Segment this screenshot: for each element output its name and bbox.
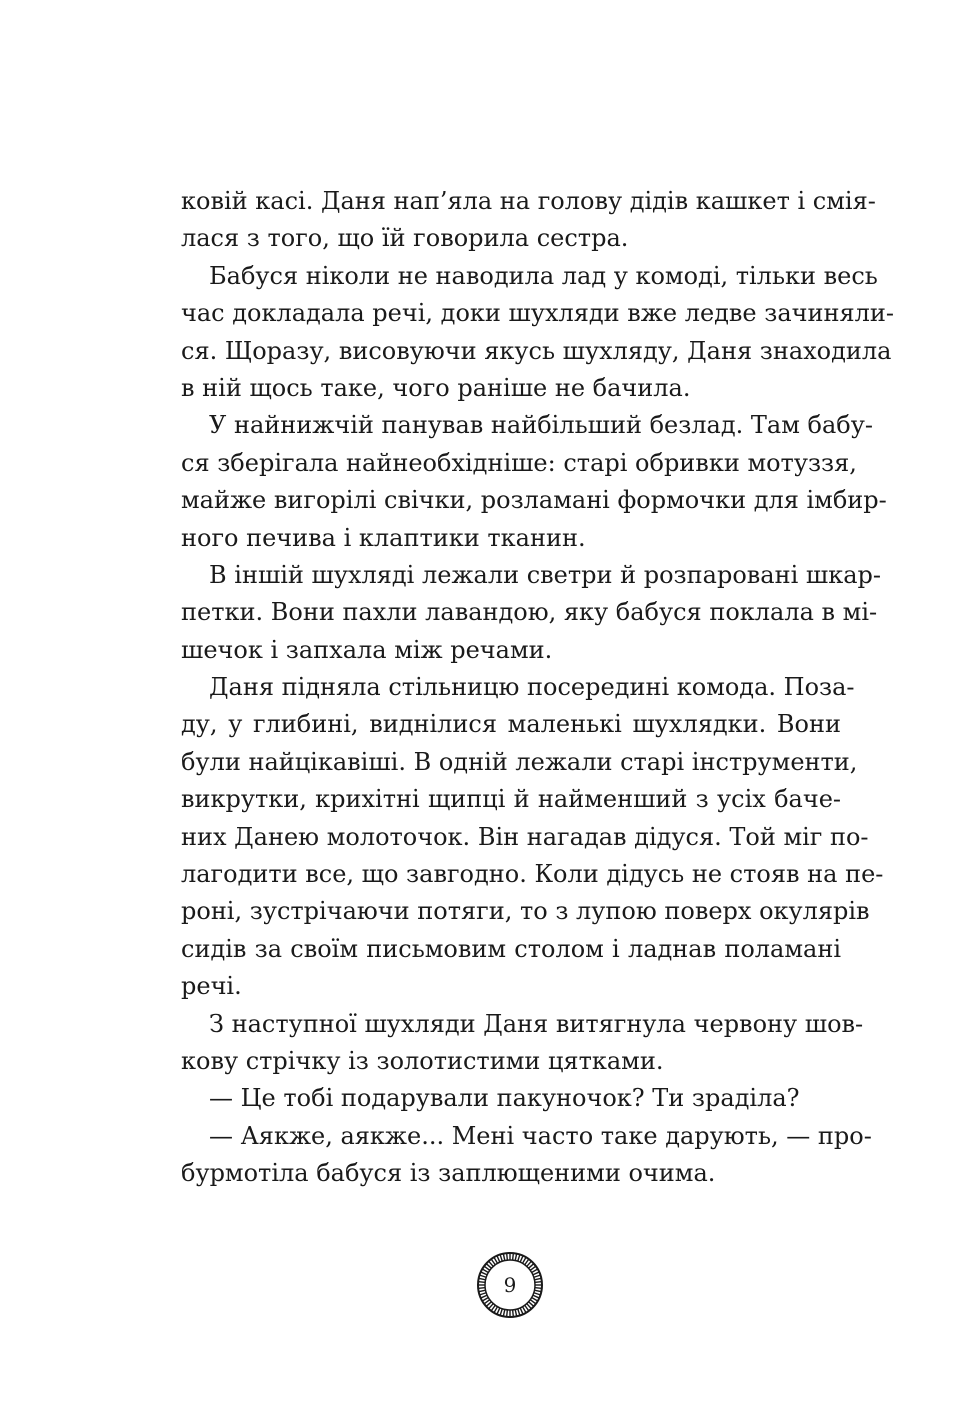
paragraph: [181, 669, 884, 1006]
text-line: лагодити все, що завгодно. Коли дідусь не стояв на пе-: [181, 860, 884, 889]
paragraph: [181, 183, 876, 258]
text-line: викрутки, крихітні щипці й найменший з усіх баче-: [181, 785, 841, 814]
text-line: сидів за своїм письмовим столом і ладнав поламані: [181, 934, 841, 963]
page-number-badge: [476, 1251, 544, 1319]
text-line: бурмотіла бабуся із заплющеними очима.: [181, 1159, 716, 1188]
text-line: майже вигорілі свічки, розламані формочки для імбир-: [181, 486, 887, 515]
text-line: — Це тобі подарували пакуночок? Ти зраділа?: [209, 1084, 800, 1113]
dialogue-line: [181, 1080, 841, 1117]
text-line: них Данею молоточок. Він нагадав дідуся. Той міг по-: [181, 822, 869, 851]
text-line: були найцікавіші. В одній лежали старі інструменти,: [181, 747, 858, 776]
text-line: речі.: [181, 972, 242, 1001]
text-line: лася з того, що їй говорила сестра.: [181, 224, 629, 253]
text-line: час докладала речі, доки шухляди вже ледве зачиняли-: [181, 299, 895, 328]
text-line: петки. Вони пахли лавандою, яку бабуся поклала в мі-: [181, 598, 878, 627]
text-line: кову стрічку із золотистими цятками.: [181, 1046, 664, 1075]
text-line: ного печива і клаптики тканин.: [181, 523, 586, 552]
text-line: В іншій шухляді лежали светри й розпаровані шкар-: [209, 560, 881, 589]
paragraph: [181, 407, 887, 557]
text-line: ся. Щоразу, висовуючи якусь шухляду, Даня знаходила: [181, 336, 892, 365]
text-line: ся зберігала найнеобхідніше: старі обривки мотуззя,: [181, 448, 857, 477]
page-body-text: [181, 183, 895, 1193]
text-line: — Аякже, аякже... Мені часто таке дарують, — про-: [209, 1121, 872, 1150]
text-line: шечок і запхала між речами.: [181, 635, 553, 664]
text-line: Даня підняла стільницю посередині комода. Поза-: [209, 673, 855, 702]
text-line: ду, у глибині, виднілися маленькі шухлядки. Вони: [181, 710, 841, 739]
paragraph: [181, 1006, 864, 1081]
text-line: роні, зустрічаючи потяги, то з лупою поверх окулярів: [181, 897, 870, 926]
page-number: 9: [503, 1273, 517, 1297]
text-line: в ній щось таке, чого раніше не бачила.: [181, 373, 691, 402]
text-line: З наступної шухляди Даня витягнула червону шов-: [209, 1009, 864, 1038]
dialogue-line: [181, 1118, 872, 1193]
text-line: Бабуся ніколи не наводила лад у комоді, тільки весь: [209, 261, 878, 290]
paragraph: [181, 557, 881, 669]
text-line: ковій касі. Даня нап’яла на голову дідів кашкет і смія-: [181, 187, 876, 215]
text-line: У найнижчій панував найбільший безлад. Там бабу-: [209, 411, 873, 440]
paragraph: [181, 258, 895, 408]
